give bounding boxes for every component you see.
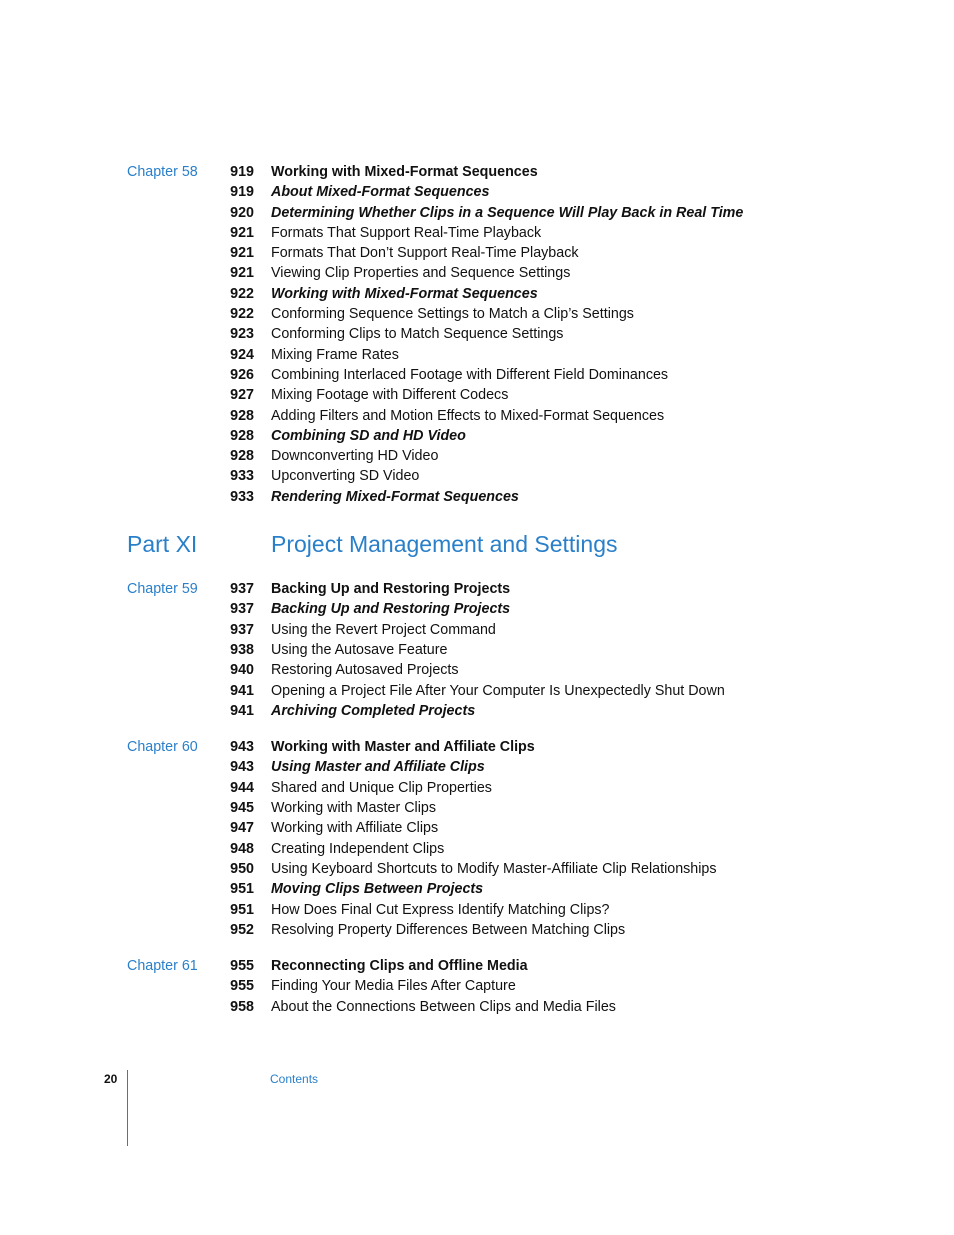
toc-entry-title: Backing Up and Restoring Projects (271, 601, 511, 618)
toc-entry[interactable] (0, 487, 954, 507)
toc-entry[interactable] (0, 446, 954, 466)
toc-page-number: 937 (230, 601, 254, 618)
toc-page-number: 955 (230, 978, 254, 995)
toc-page-number: 945 (230, 800, 254, 817)
toc-entry[interactable] (0, 778, 954, 798)
toc-entry[interactable] (0, 920, 954, 940)
toc-entry-title: Working with Master and Affiliate Clips (271, 739, 535, 756)
toc-entry-title: Working with Mixed-Format Sequences (271, 164, 538, 180)
chapters-before-part (0, 162, 954, 507)
toc-page-number: 952 (230, 921, 254, 938)
toc-entry[interactable] (0, 859, 954, 879)
toc-entry-title: About Mixed-Format Sequences (271, 184, 490, 201)
toc-page-number: 941 (230, 682, 254, 699)
toc-entry[interactable] (0, 365, 954, 385)
toc-entry-title: Archiving Completed Projects (271, 702, 476, 719)
toc-entry[interactable] (0, 757, 954, 777)
toc-page-number: 926 (230, 366, 254, 383)
chapter-label: Chapter 61 (127, 958, 198, 975)
chapter-block (0, 956, 954, 1017)
toc-page-number: 938 (230, 641, 254, 658)
footer-section-label: Contents (270, 1072, 319, 1086)
toc-entry-title: Moving Clips Between Projects (271, 881, 484, 898)
toc-entry-title: Rendering Mixed-Format Sequences (271, 488, 519, 505)
toc-entry[interactable] (0, 839, 954, 859)
toc-entry-title: Combining Interlaced Footage with Different Field Dominances (271, 366, 669, 383)
toc-page-number: 937 (230, 581, 254, 598)
toc-entry-title: Determining Whether Clips in a Sequence Will Play Back in Real Time (271, 204, 744, 221)
toc-entry[interactable] (0, 879, 954, 899)
toc-page-number: 958 (230, 998, 254, 1015)
toc-entry-title: Working with Mixed-Format Sequences (271, 285, 538, 302)
toc-entry-title: Upconverting SD Video (271, 468, 420, 485)
toc-page-number: 922 (230, 306, 254, 323)
toc-entry-title: Using Keyboard Shortcuts to Modify Master-Affiliate Clip Relationships (271, 860, 717, 877)
toc-page-number: 948 (230, 840, 254, 857)
toc-page-number: 928 (230, 407, 254, 424)
toc-page-number: 919 (230, 164, 254, 180)
toc-entry-title: About the Connections Between Clips and Media Files (271, 998, 616, 1015)
toc-page-number: 955 (230, 958, 254, 975)
toc-entry-title: Formats That Don’t Support Real-Time Playback (271, 245, 579, 262)
chapter-block (0, 737, 954, 940)
toc-entry[interactable] (0, 900, 954, 920)
toc-entry[interactable] (0, 182, 954, 202)
toc-page-number: 940 (230, 662, 254, 679)
toc-page-number: 927 (230, 387, 254, 404)
table-of-contents (0, 162, 954, 1033)
toc-entry[interactable] (0, 798, 954, 818)
toc-entry[interactable] (0, 737, 954, 757)
toc-entry-title: Backing Up and Restoring Projects (271, 581, 511, 598)
toc-page-number: 943 (230, 739, 254, 756)
toc-entry-title: Formats That Support Real-Time Playback (271, 224, 542, 241)
toc-entry-title: Using the Revert Project Command (271, 621, 496, 638)
toc-entry[interactable] (0, 345, 954, 365)
toc-entry-title: Shared and Unique Clip Properties (271, 779, 492, 796)
toc-entry[interactable] (0, 466, 954, 486)
toc-entry-title: Restoring Autosaved Projects (271, 662, 459, 679)
toc-entry-title: Working with Master Clips (271, 800, 436, 817)
toc-entry[interactable] (0, 304, 954, 324)
toc-page-number: 921 (230, 265, 254, 282)
toc-entry-title: Creating Independent Clips (271, 840, 445, 857)
toc-page-number: 944 (230, 779, 254, 796)
toc-entry-title: Working with Affiliate Clips (271, 820, 439, 837)
toc-entry[interactable] (0, 956, 954, 976)
toc-entry[interactable] (0, 997, 954, 1017)
toc-page-number: 937 (230, 621, 254, 638)
chapters-after-part (0, 579, 954, 1017)
part-label: Part XI (127, 531, 198, 558)
chapter-block (0, 579, 954, 721)
toc-entry-title: Finding Your Media Files After Capture (271, 978, 516, 995)
toc-entry[interactable] (0, 660, 954, 680)
toc-entry-title: Viewing Clip Properties and Sequence Settings (271, 265, 571, 282)
toc-entry-title: Mixing Frame Rates (271, 346, 399, 363)
toc-page-number: 919 (230, 184, 254, 201)
footer-page-number: 20 (104, 1072, 118, 1086)
toc-page-number: 924 (230, 346, 254, 363)
toc-entry-title: Adding Filters and Motion Effects to Mixed-Format Sequences (271, 407, 665, 424)
toc-entry[interactable] (0, 426, 954, 446)
toc-entry-title: Using Master and Affiliate Clips (271, 759, 485, 776)
toc-page-number: 923 (230, 326, 254, 343)
footer-divider (127, 1070, 128, 1146)
part-title: Project Management and Settings (271, 531, 618, 558)
toc-page-number: 920 (230, 204, 254, 221)
toc-entry[interactable] (0, 599, 954, 619)
toc-entry[interactable] (0, 284, 954, 304)
toc-entry-title: Resolving Property Differences Between Matching Clips (271, 921, 626, 938)
part-heading[interactable] (0, 523, 954, 565)
toc-page-number: 928 (230, 448, 254, 465)
toc-entry-title: How Does Final Cut Express Identify Matching Clips? (271, 901, 610, 918)
toc-entry[interactable] (0, 976, 954, 996)
chapter-block (0, 162, 954, 507)
toc-page-number: 922 (230, 285, 254, 302)
toc-entry-title: Combining SD and HD Video (271, 427, 466, 444)
toc-entry[interactable] (0, 681, 954, 701)
toc-entry[interactable] (0, 406, 954, 426)
toc-entry[interactable] (0, 324, 954, 344)
toc-entry[interactable] (0, 385, 954, 405)
toc-entry[interactable] (0, 263, 954, 283)
chapter-label: Chapter 59 (127, 581, 198, 598)
toc-entry-title: Mixing Footage with Different Codecs (271, 387, 509, 404)
toc-page-number: 947 (230, 820, 254, 837)
toc-page-number: 921 (230, 224, 254, 241)
toc-entry[interactable] (0, 701, 954, 721)
toc-page-number: 921 (230, 245, 254, 262)
toc-entry[interactable] (0, 818, 954, 838)
toc-entry[interactable] (0, 243, 954, 263)
toc-entry-title: Downconverting HD Video (271, 448, 439, 465)
toc-entry[interactable] (0, 223, 954, 243)
toc-entry[interactable] (0, 162, 954, 182)
chapter-label: Chapter 60 (127, 739, 198, 756)
toc-entry-title: Conforming Sequence Settings to Match a Clip’s Settings (271, 306, 634, 323)
toc-entry[interactable] (0, 620, 954, 640)
toc-page-number: 941 (230, 702, 254, 719)
toc-page-number: 951 (230, 901, 254, 918)
toc-entry-title: Opening a Project File After Your Computer Is Unexpectedly Shut Down (271, 682, 725, 699)
toc-page-number: 933 (230, 468, 254, 485)
toc-entry-title: Using the Autosave Feature (271, 641, 448, 658)
toc-page-number: 928 (230, 427, 254, 444)
toc-page-number: 951 (230, 881, 254, 898)
toc-page-number: 943 (230, 759, 254, 776)
toc-page-number: 933 (230, 488, 254, 505)
toc-entry[interactable] (0, 640, 954, 660)
toc-entry[interactable] (0, 579, 954, 599)
toc-page-number: 950 (230, 860, 254, 877)
toc-entry-title: Reconnecting Clips and Offline Media (271, 958, 528, 975)
toc-entry[interactable] (0, 203, 954, 223)
toc-entry-title: Conforming Clips to Match Sequence Settings (271, 326, 564, 343)
chapter-label: Chapter 58 (127, 164, 198, 180)
